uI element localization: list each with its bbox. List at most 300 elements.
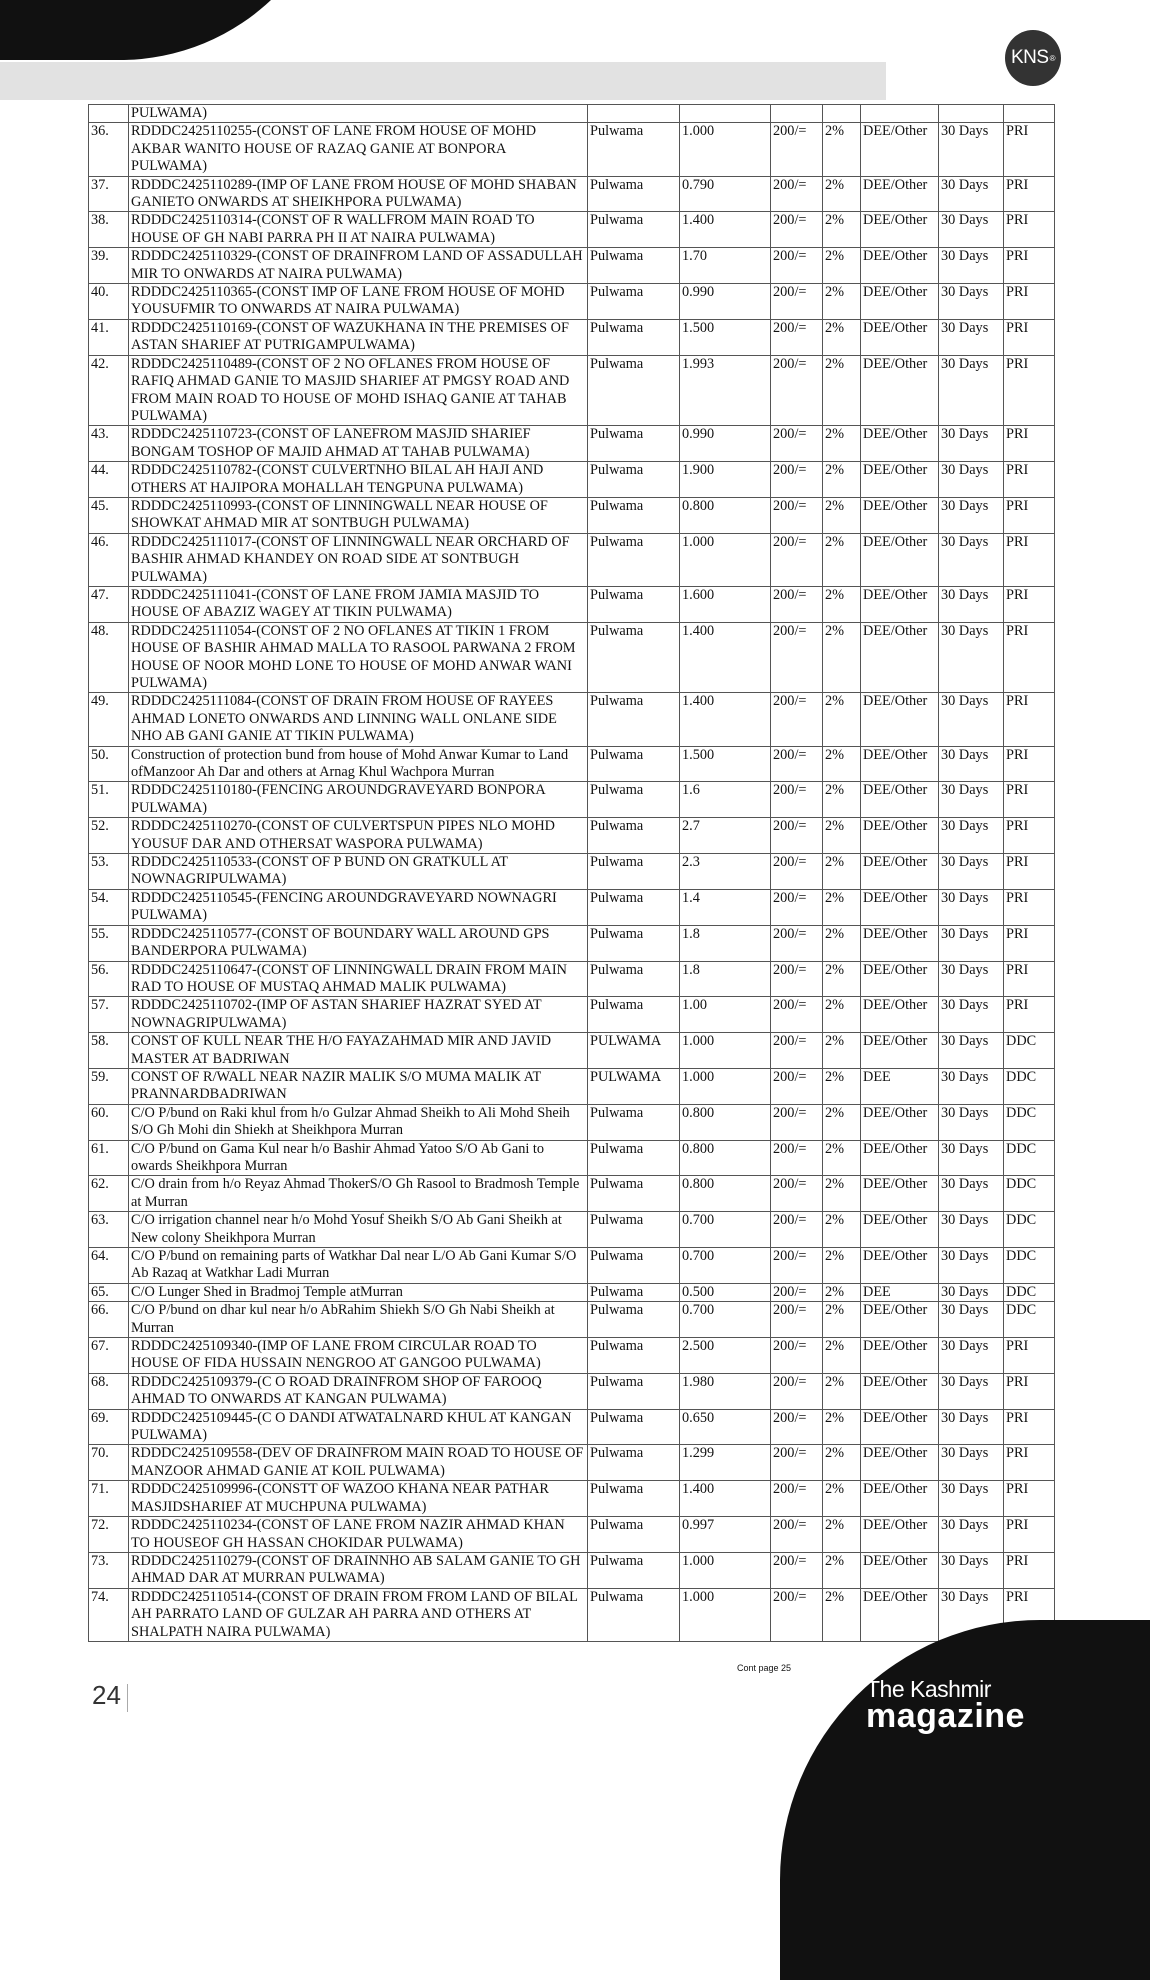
location: Pulwama	[588, 1373, 680, 1409]
row-number: 64.	[89, 1248, 129, 1284]
contractor-class: DEE/Other	[861, 123, 939, 176]
contractor-class: DEE/Other	[861, 961, 939, 997]
location: Pulwama	[588, 622, 680, 693]
tender-fee: 200/=	[771, 1248, 823, 1284]
work-description: RDDDC2425111084-(CONST OF DRAIN FROM HOUSE OF RAYEES AHMAD LONETO ONWARDS AND LINNING WALL ONLANE SIDE NHO AB GANI GANIE AT TIKIN PULWAMA)	[129, 693, 588, 746]
earnest-money: 2%	[823, 889, 861, 925]
estimated-cost: 0.800	[680, 497, 771, 533]
row-number: 61.	[89, 1140, 129, 1176]
table-row	[89, 586, 1055, 622]
table-row	[89, 1248, 1055, 1284]
work-description: C/O Lunger Shed in Bradmoj Temple atMurran	[129, 1283, 588, 1301]
completion-time: 30 Days	[939, 622, 1004, 693]
estimated-cost: 1.400	[680, 1481, 771, 1517]
row-number: 71.	[89, 1481, 129, 1517]
tender-fee: 200/=	[771, 818, 823, 854]
department: PRI	[1004, 1409, 1055, 1445]
table-row	[89, 123, 1055, 176]
completion-time: 30 Days	[939, 1248, 1004, 1284]
department: PRI	[1004, 1588, 1055, 1641]
department: PRI	[1004, 212, 1055, 248]
work-description: RDDDC2425110180-(FENCING AROUNDGRAVEYARD BONPORA PULWAMA)	[129, 782, 588, 818]
tender-fee: 200/=	[771, 997, 823, 1033]
work-description: RDDDC2425110279-(CONST OF DRAINNHO AB SALAM GANIE TO GH AHMAD DAR AT MURRAN PULWAMA)	[129, 1552, 588, 1588]
estimated-cost: 1.000	[680, 1552, 771, 1588]
completion-time: 30 Days	[939, 693, 1004, 746]
table-row	[89, 1481, 1055, 1517]
earnest-money: 2%	[823, 1373, 861, 1409]
department: DDC	[1004, 1033, 1055, 1069]
table-row	[89, 1176, 1055, 1212]
department: PRI	[1004, 622, 1055, 693]
tender-fee: 200/=	[771, 1445, 823, 1481]
estimated-cost: 1.500	[680, 746, 771, 782]
row-number: 69.	[89, 1409, 129, 1445]
earnest-money: 2%	[823, 1068, 861, 1104]
page-number: 24	[92, 1680, 121, 1710]
work-description: RDDDC2425111054-(CONST OF 2 NO OFLANES AT TIKIN 1 FROM HOUSE OF BASHIR AHMAD MALLA TO RASOOL PARWANA 2 FROM HOUSE OF NOOR MOHD LONE TO HOUSE OF MOHD ANWAR WANI PULWAMA)	[129, 622, 588, 693]
tender-fee: 200/=	[771, 1176, 823, 1212]
work-description: RDDDC2425110234-(CONST OF LANE FROM NAZIR AHMAD KHAN TO HOUSEOF GH HASSAN CHOKIDAR PULWAMA)	[129, 1517, 588, 1553]
department: DDC	[1004, 1068, 1055, 1104]
location: Pulwama	[588, 1212, 680, 1248]
estimated-cost: 1.00	[680, 997, 771, 1033]
location: Pulwama	[588, 1140, 680, 1176]
department: PRI	[1004, 462, 1055, 498]
tender-fee: 200/=	[771, 1068, 823, 1104]
estimated-cost: 0.990	[680, 426, 771, 462]
work-description: RDDDC2425110489-(CONST OF 2 NO OFLANES FROM HOUSE OF RAFIQ AHMAD GANIE TO MASJID SHARIEF AT PMGSY ROAD AND FROM MAIN ROAD TO HOUSE OF MOHD ISHAQ GANIE AT TAHAB PULWAMA)	[129, 355, 588, 426]
tender-fee: 200/=	[771, 284, 823, 320]
contractor-class: DEE/Other	[861, 1409, 939, 1445]
table-row	[89, 746, 1055, 782]
department: DDC	[1004, 1283, 1055, 1301]
earnest-money: 2%	[823, 212, 861, 248]
table-row	[89, 1283, 1055, 1301]
work-description: C/O irrigation channel near h/o Mohd Yosuf Sheikh S/O Ab Gani Sheikh at New colony Sheikhpora Murran	[129, 1212, 588, 1248]
contractor-class: DEE/Other	[861, 818, 939, 854]
location: Pulwama	[588, 889, 680, 925]
completion-time: 30 Days	[939, 925, 1004, 961]
tender-fee: 200/=	[771, 1373, 823, 1409]
work-description: RDDDC2425110545-(FENCING AROUNDGRAVEYARD NOWNAGRI PULWAMA)	[129, 889, 588, 925]
earnest-money: 2%	[823, 1283, 861, 1301]
contractor-class: DEE/Other	[861, 997, 939, 1033]
completion-time: 30 Days	[939, 818, 1004, 854]
earnest-money: 2%	[823, 355, 861, 426]
earnest-money	[823, 105, 861, 123]
location: Pulwama	[588, 212, 680, 248]
contractor-class: DEE/Other	[861, 1373, 939, 1409]
estimated-cost: 1.900	[680, 462, 771, 498]
completion-time: 30 Days	[939, 1552, 1004, 1588]
table-row	[89, 176, 1055, 212]
table-row	[89, 854, 1055, 890]
department: PRI	[1004, 319, 1055, 355]
tender-fee: 200/=	[771, 176, 823, 212]
estimated-cost: 1.000	[680, 1068, 771, 1104]
table-row	[89, 1445, 1055, 1481]
table-row	[89, 355, 1055, 426]
tender-fee: 200/=	[771, 586, 823, 622]
earnest-money: 2%	[823, 426, 861, 462]
tender-fee: 200/=	[771, 889, 823, 925]
location: Pulwama	[588, 925, 680, 961]
magazine-logo-line1: The Kashmir	[866, 1676, 991, 1702]
location: Pulwama	[588, 1248, 680, 1284]
location: Pulwama	[588, 1338, 680, 1374]
contractor-class: DEE/Other	[861, 1552, 939, 1588]
earnest-money: 2%	[823, 925, 861, 961]
contractor-class: DEE/Other	[861, 1140, 939, 1176]
department: PRI	[1004, 997, 1055, 1033]
location: Pulwama	[588, 1588, 680, 1641]
earnest-money: 2%	[823, 782, 861, 818]
work-description: RDDDC2425110514-(CONST OF DRAIN FROM FROM LAND OF BILAL AH PARRATO LAND OF GULZAR AH PARRA AND OTHERS AT SHALPATH NAIRA PULWAMA)	[129, 1588, 588, 1641]
completion-time: 30 Days	[939, 176, 1004, 212]
completion-time: 30 Days	[939, 746, 1004, 782]
estimated-cost	[680, 105, 771, 123]
completion-time: 30 Days	[939, 854, 1004, 890]
table-row	[89, 693, 1055, 746]
department: DDC	[1004, 1176, 1055, 1212]
department: DDC	[1004, 1212, 1055, 1248]
row-number: 46.	[89, 533, 129, 586]
earnest-money: 2%	[823, 1517, 861, 1553]
table-row	[89, 1517, 1055, 1553]
department: DDC	[1004, 1302, 1055, 1338]
contractor-class: DEE/Other	[861, 462, 939, 498]
location: Pulwama	[588, 997, 680, 1033]
completion-time: 30 Days	[939, 497, 1004, 533]
tender-table-wrap	[88, 104, 1054, 1642]
table-row	[89, 1140, 1055, 1176]
department: PRI	[1004, 533, 1055, 586]
row-number: 49.	[89, 693, 129, 746]
location: Pulwama	[588, 1517, 680, 1553]
location: PULWAMA	[588, 1033, 680, 1069]
table-row	[89, 997, 1055, 1033]
row-number: 65.	[89, 1283, 129, 1301]
tender-fee: 200/=	[771, 1588, 823, 1641]
department: PRI	[1004, 925, 1055, 961]
estimated-cost: 1.400	[680, 693, 771, 746]
row-number: 52.	[89, 818, 129, 854]
completion-time: 30 Days	[939, 1140, 1004, 1176]
completion-time: 30 Days	[939, 1033, 1004, 1069]
department: PRI	[1004, 123, 1055, 176]
work-description: RDDDC2425110647-(CONST OF LINNINGWALL DRAIN FROM MAIN RAD TO HOUSE OF MUSTAQ AHMAD MALIK PULWAMA)	[129, 961, 588, 997]
row-number: 57.	[89, 997, 129, 1033]
contractor-class: DEE/Other	[861, 854, 939, 890]
tender-fee: 200/=	[771, 1104, 823, 1140]
row-number: 62.	[89, 1176, 129, 1212]
department: PRI	[1004, 1373, 1055, 1409]
tender-fee: 200/=	[771, 622, 823, 693]
contractor-class: DEE/Other	[861, 497, 939, 533]
department	[1004, 105, 1055, 123]
estimated-cost: 1.70	[680, 248, 771, 284]
tender-fee: 200/=	[771, 1283, 823, 1301]
page-number-divider	[127, 1684, 128, 1712]
estimated-cost: 0.650	[680, 1409, 771, 1445]
row-number: 68.	[89, 1373, 129, 1409]
department: PRI	[1004, 284, 1055, 320]
contractor-class: DEE/Other	[861, 1104, 939, 1140]
table-row	[89, 1552, 1055, 1588]
location: Pulwama	[588, 961, 680, 997]
contractor-class: DEE/Other	[861, 782, 939, 818]
work-description: RDDDC2425110169-(CONST OF WAZUKHANA IN THE PREMISES OF ASTAN SHARIEF AT PUTRIGAMPULWAMA)	[129, 319, 588, 355]
row-number: 44.	[89, 462, 129, 498]
contractor-class: DEE/Other	[861, 426, 939, 462]
table-row	[89, 284, 1055, 320]
earnest-money: 2%	[823, 818, 861, 854]
department: PRI	[1004, 248, 1055, 284]
department: PRI	[1004, 1481, 1055, 1517]
row-number: 53.	[89, 854, 129, 890]
tender-fee: 200/=	[771, 1338, 823, 1374]
estimated-cost: 1.400	[680, 212, 771, 248]
estimated-cost: 1.000	[680, 533, 771, 586]
contractor-class: DEE/Other	[861, 889, 939, 925]
department: PRI	[1004, 1517, 1055, 1553]
department: PRI	[1004, 961, 1055, 997]
estimated-cost: 0.997	[680, 1517, 771, 1553]
tender-fee: 200/=	[771, 1409, 823, 1445]
department: PRI	[1004, 497, 1055, 533]
magazine-logo-line2: magazine	[866, 1697, 1025, 1735]
contractor-class: DEE/Other	[861, 1248, 939, 1284]
contractor-class: DEE/Other	[861, 1445, 939, 1481]
contractor-class: DEE/Other	[861, 1588, 939, 1641]
corner-decoration-bottom-right	[780, 1620, 1150, 1980]
tender-fee: 200/=	[771, 1552, 823, 1588]
contractor-class: DEE/Other	[861, 176, 939, 212]
header-band	[0, 62, 886, 100]
row-number: 55.	[89, 925, 129, 961]
estimated-cost: 1.8	[680, 961, 771, 997]
work-description: C/O P/bund on Gama Kul near h/o Bashir Ahmad Yatoo S/O Ab Gani to owards Sheikhpora Murran	[129, 1140, 588, 1176]
tender-fee: 200/=	[771, 462, 823, 498]
tender-fee: 200/=	[771, 355, 823, 426]
table-row	[89, 319, 1055, 355]
work-description: RDDDC2425110533-(CONST OF P BUND ON GRATKULL AT NOWNAGRIPULWAMA)	[129, 854, 588, 890]
contractor-class: DEE/Other	[861, 746, 939, 782]
completion-time: 30 Days	[939, 284, 1004, 320]
contractor-class: DEE/Other	[861, 693, 939, 746]
estimated-cost: 1.299	[680, 1445, 771, 1481]
earnest-money: 2%	[823, 497, 861, 533]
tender-fee: 200/=	[771, 212, 823, 248]
tender-fee: 200/=	[771, 961, 823, 997]
estimated-cost: 0.800	[680, 1176, 771, 1212]
corner-decoration-top-left	[0, 0, 340, 60]
contractor-class: DEE	[861, 1283, 939, 1301]
table-row	[89, 426, 1055, 462]
work-description: RDDDC2425111017-(CONST OF LINNINGWALL NEAR ORCHARD OF BASHIR AHMAD KHANDEY ON ROAD SIDE AT SONTBUGH PULWAMA)	[129, 533, 588, 586]
earnest-money: 2%	[823, 319, 861, 355]
row-number: 47.	[89, 586, 129, 622]
earnest-money: 2%	[823, 746, 861, 782]
row-number: 41.	[89, 319, 129, 355]
location: Pulwama	[588, 746, 680, 782]
estimated-cost: 0.500	[680, 1283, 771, 1301]
table-row	[89, 1373, 1055, 1409]
tender-fee: 200/=	[771, 426, 823, 462]
earnest-money: 2%	[823, 693, 861, 746]
estimated-cost: 0.990	[680, 284, 771, 320]
contractor-class: DEE/Other	[861, 284, 939, 320]
earnest-money: 2%	[823, 1140, 861, 1176]
table-row	[89, 1409, 1055, 1445]
estimated-cost: 1.000	[680, 1033, 771, 1069]
row-number: 67.	[89, 1338, 129, 1374]
tender-table	[88, 104, 1055, 1642]
tender-fee: 200/=	[771, 497, 823, 533]
earnest-money: 2%	[823, 533, 861, 586]
department: PRI	[1004, 782, 1055, 818]
kns-logo	[1005, 30, 1061, 86]
earnest-money: 2%	[823, 1338, 861, 1374]
work-description: RDDDC2425110723-(CONST OF LANEFROM MASJID SHARIEF BONGAM TOSHOP OF MAJID AHMAD AT TAHAB PULWAMA)	[129, 426, 588, 462]
table-row	[89, 961, 1055, 997]
contractor-class: DEE	[861, 1068, 939, 1104]
table-row	[89, 1033, 1055, 1069]
tender-fee: 200/=	[771, 925, 823, 961]
table-row	[89, 1104, 1055, 1140]
work-description: RDDDC2425110577-(CONST OF BOUNDARY WALL AROUND GPS BANDERPORA PULWAMA)	[129, 925, 588, 961]
completion-time	[939, 105, 1004, 123]
row-number: 66.	[89, 1302, 129, 1338]
earnest-money: 2%	[823, 1445, 861, 1481]
location: Pulwama	[588, 1481, 680, 1517]
work-description: RDDDC2425110314-(CONST OF R WALLFROM MAIN ROAD TO HOUSE OF GH NABI PARRA PH II AT NAIRA PULWAMA)	[129, 212, 588, 248]
contractor-class: DEE/Other	[861, 319, 939, 355]
completion-time: 30 Days	[939, 782, 1004, 818]
estimated-cost: 0.800	[680, 1140, 771, 1176]
earnest-money: 2%	[823, 1302, 861, 1338]
location: Pulwama	[588, 176, 680, 212]
completion-time: 30 Days	[939, 123, 1004, 176]
row-number: 60.	[89, 1104, 129, 1140]
completion-time: 30 Days	[939, 961, 1004, 997]
row-number: 43.	[89, 426, 129, 462]
contractor-class: DEE/Other	[861, 212, 939, 248]
location: Pulwama	[588, 248, 680, 284]
contractor-class: DEE/Other	[861, 1481, 939, 1517]
estimated-cost: 0.790	[680, 176, 771, 212]
work-description: RDDDC2425110702-(IMP OF ASTAN SHARIEF HAZRAT SYED AT NOWNAGRIPULWAMA)	[129, 997, 588, 1033]
contractor-class: DEE/Other	[861, 1338, 939, 1374]
table-row	[89, 1588, 1055, 1641]
row-number: 38.	[89, 212, 129, 248]
magazine-logo	[866, 1676, 1025, 1736]
department: PRI	[1004, 818, 1055, 854]
earnest-money: 2%	[823, 123, 861, 176]
completion-time: 30 Days	[939, 1445, 1004, 1481]
kns-logo-text: KNS	[1011, 47, 1049, 68]
estimated-cost: 1.000	[680, 1588, 771, 1641]
table-row	[89, 533, 1055, 586]
earnest-money: 2%	[823, 284, 861, 320]
estimated-cost: 1.600	[680, 586, 771, 622]
estimated-cost: 0.700	[680, 1212, 771, 1248]
row-number: 50.	[89, 746, 129, 782]
estimated-cost: 1.980	[680, 1373, 771, 1409]
tender-fee: 200/=	[771, 1517, 823, 1553]
table-row	[89, 782, 1055, 818]
location: Pulwama	[588, 818, 680, 854]
location: Pulwama	[588, 693, 680, 746]
location: Pulwama	[588, 1176, 680, 1212]
row-number: 59.	[89, 1068, 129, 1104]
work-description: RDDDC2425110993-(CONST OF LINNINGWALL NEAR HOUSE OF SHOWKAT AHMAD MIR AT SONTBUGH PULWAMA)	[129, 497, 588, 533]
completion-time: 30 Days	[939, 426, 1004, 462]
table-row	[89, 105, 1055, 123]
department: PRI	[1004, 426, 1055, 462]
tender-fee: 200/=	[771, 693, 823, 746]
earnest-money: 2%	[823, 1552, 861, 1588]
table-row	[89, 889, 1055, 925]
work-description: RDDDC2425110270-(CONST OF CULVERTSPUN PIPES NLO MOHD YOUSUF DAR AND OTHERSAT WASPORA PULWAMA)	[129, 818, 588, 854]
earnest-money: 2%	[823, 997, 861, 1033]
department: PRI	[1004, 355, 1055, 426]
tender-fee: 200/=	[771, 746, 823, 782]
table-row	[89, 248, 1055, 284]
estimated-cost: 0.800	[680, 1104, 771, 1140]
location: Pulwama	[588, 355, 680, 426]
table-row	[89, 462, 1055, 498]
completion-time: 30 Days	[939, 1338, 1004, 1374]
department: PRI	[1004, 1552, 1055, 1588]
completion-time: 30 Days	[939, 1104, 1004, 1140]
completion-time: 30 Days	[939, 1517, 1004, 1553]
table-row	[89, 212, 1055, 248]
estimated-cost: 2.7	[680, 818, 771, 854]
table-row	[89, 1338, 1055, 1374]
work-description: RDDDC2425110782-(CONST CULVERTNHO BILAL AH HAJI AND OTHERS AT HAJIPORA MOHALLAH TENGPUNA PULWAMA)	[129, 462, 588, 498]
completion-time: 30 Days	[939, 355, 1004, 426]
department: DDC	[1004, 1104, 1055, 1140]
work-description: RDDDC2425109558-(DEV OF DRAINFROM MAIN ROAD TO HOUSE OF MANZOOR AHMAD GANIE AT KOIL PULWAMA)	[129, 1445, 588, 1481]
kns-logo-mark: ®	[1049, 53, 1055, 63]
completion-time: 30 Days	[939, 1283, 1004, 1301]
contractor-class: DEE/Other	[861, 1033, 939, 1069]
estimated-cost: 2.500	[680, 1338, 771, 1374]
estimated-cost: 2.3	[680, 854, 771, 890]
earnest-money: 2%	[823, 586, 861, 622]
completion-time: 30 Days	[939, 248, 1004, 284]
work-description: C/O P/bund on remaining parts of Watkhar Dal near L/O Ab Gani Kumar S/O Ab Razaq at Watkhar Ladi Murran	[129, 1248, 588, 1284]
tender-fee: 200/=	[771, 533, 823, 586]
table-row	[89, 1068, 1055, 1104]
department: PRI	[1004, 854, 1055, 890]
tender-fee: 200/=	[771, 319, 823, 355]
work-description: RDDDC2425109445-(C O DANDI ATWATALNARD KHUL AT KANGAN PULWAMA)	[129, 1409, 588, 1445]
tender-fee: 200/=	[771, 1481, 823, 1517]
tender-table-body	[89, 105, 1055, 1642]
completion-time: 30 Days	[939, 1068, 1004, 1104]
department: PRI	[1004, 176, 1055, 212]
table-row	[89, 1302, 1055, 1338]
location: Pulwama	[588, 1283, 680, 1301]
tender-fee: 200/=	[771, 854, 823, 890]
completion-time: 30 Days	[939, 1176, 1004, 1212]
work-description: Construction of protection bund from house of Mohd Anwar Kumar to Land ofManzoor Ah Dar and others at Arnag Khul Wachpora Murran	[129, 746, 588, 782]
location: Pulwama	[588, 462, 680, 498]
work-description: RDDDC2425110255-(CONST OF LANE FROM HOUSE OF MOHD AKBAR WANITO HOUSE OF RAZAQ GANIE AT BONPORA PULWAMA)	[129, 123, 588, 176]
